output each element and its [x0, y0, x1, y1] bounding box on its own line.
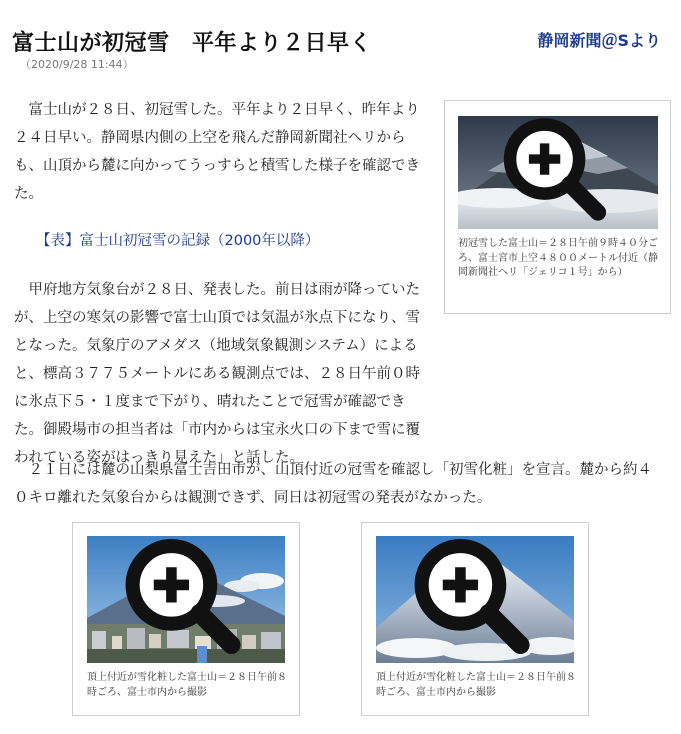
photo-peak-fuji[interactable] — [376, 536, 574, 663]
photo-card-peak — [361, 522, 589, 716]
article-headline: 富士山が初冠雪 平年より２日早く — [12, 31, 373, 56]
paragraph-3-text: ２１日には麓の山梨県富士吉田市が、山頂付近の冠雪を確認し「初雪化粧」を宣言。麓から約４０キロ離れた気象台からは観測できず、同日は初冠雪の発表がなかった。 — [14, 462, 652, 506]
zoom-icon[interactable] — [376, 536, 570, 659]
table-link[interactable]: 【表】富士山初冠雪の記録（2000年以降） — [36, 233, 320, 249]
zoom-icon[interactable] — [458, 116, 654, 225]
zoom-icon[interactable] — [87, 536, 281, 659]
paragraph-2-text: 甲府地方気象台が２８日、発表した。前日は雨が降っていたが、上空の寒気の影響で富士山頂では気温が氷点下になり、雪となった。気象庁のアメダス（地域気象観測システム）によると、標高３７７５メートルにある観測点では、２８日午前０時に氷点下５・１度まで下がり、晴れたことで冠雪が確認できた。御殿場市の担当者は「市内からは宝永火口の下まで雪に覆われている姿がはっきり見えた」と話した。 — [14, 282, 420, 466]
paragraph-1 — [14, 96, 434, 208]
source-link[interactable]: 静岡新聞＠Sより — [537, 31, 661, 50]
publish-timestamp: （2020/9/28 11:44） — [20, 58, 134, 71]
photo-caption: 初冠雪した富士山＝２８日午前９時４０分ごろ、富士宮市上空４８００メートル付近（静岡新聞社ヘリ「ジェリコ１号」から） — [458, 238, 658, 278]
paragraph-3 — [14, 456, 664, 512]
photo-card-aerial — [444, 100, 671, 314]
photo-caption: 頂上付近が雪化粧した富士山＝２８日午前８時ごろ、富士市内から撮影 — [87, 672, 287, 698]
photo-aerial-fuji[interactable] — [458, 116, 658, 229]
photo-caption: 頂上付近が雪化粧した富士山＝２８日午前８時ごろ、富士市内から撮影 — [376, 672, 576, 698]
paragraph-2 — [14, 276, 434, 472]
photo-city-fuji[interactable] — [87, 536, 285, 663]
paragraph-1-text: 富士山が２８日、初冠雪した。平年より２日早く、昨年より２４日早い。静岡県内側の上空を飛んだ静岡新聞社ヘリからも、山頂から麓に向かってうっすらと積雪した様子を確認できた。 — [14, 102, 420, 202]
photo-card-city — [72, 522, 300, 716]
